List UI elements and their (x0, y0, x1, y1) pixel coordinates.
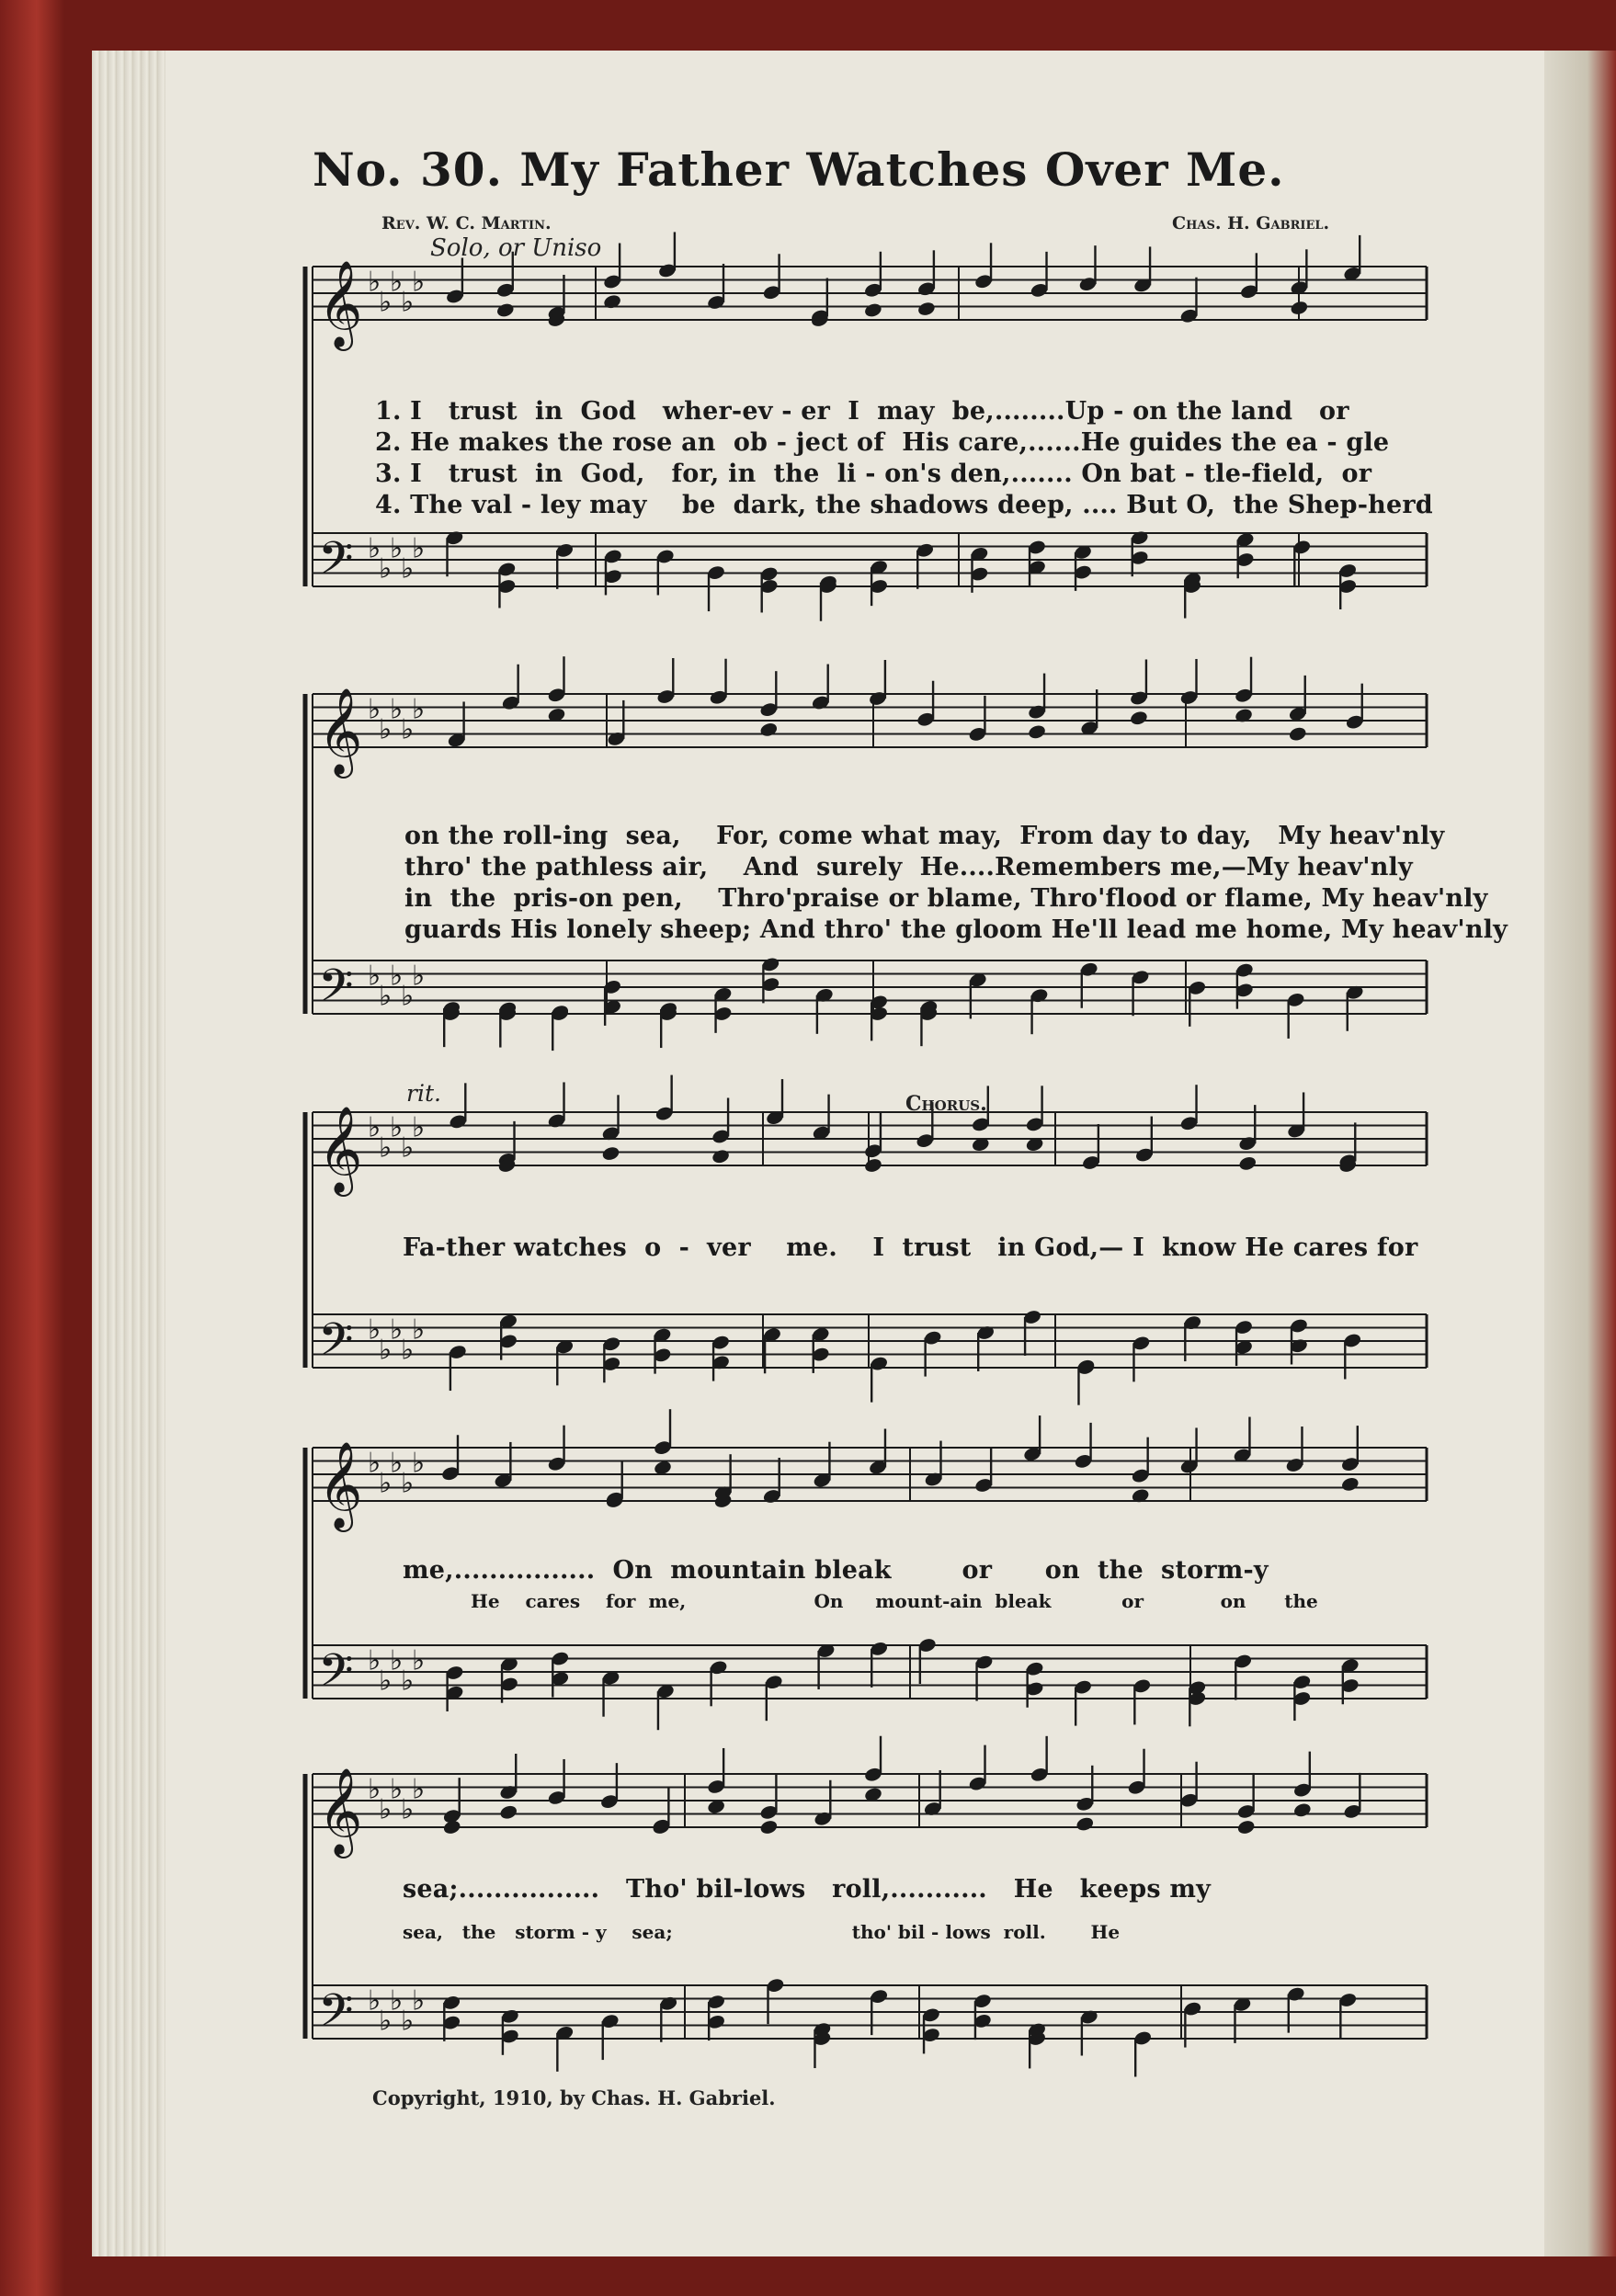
note-head (1340, 1476, 1360, 1493)
verse-4-line-2: guards His lonely sheep; And thro' the gloom He'll lead me home, My heav'nly (404, 915, 1508, 944)
rit-mark: rit. (406, 1080, 441, 1107)
treble-clef-icon: 𝄞 (318, 260, 363, 347)
note-head (1290, 300, 1309, 316)
flat-icon: ♭ (379, 1131, 393, 1165)
flat-icon: ♭ (401, 1665, 415, 1698)
note-head (1075, 1815, 1095, 1832)
flat-icon: ♭ (390, 1644, 404, 1677)
flat-icon: ♭ (401, 980, 415, 1013)
note-head (1238, 1155, 1258, 1172)
bass-clef-icon: 𝄢 (318, 1644, 354, 1709)
flat-icon: ♭ (412, 266, 426, 299)
flat-icon: ♭ (401, 2005, 415, 2038)
flat-icon: ♭ (412, 1773, 426, 1806)
chorus-label: Chorus. (905, 1092, 987, 1116)
flat-icon: ♭ (368, 693, 381, 726)
verse-1-line-1: 1. I trust in God wher-ev - er I may be,........Up - on the land or (375, 397, 1349, 426)
verse-3-line-1: 3. I trust in God, for, in the li - on's den,....... On bat - tle-field, or (375, 460, 1372, 488)
composer-credit: Chas. H. Gabriel. (1172, 213, 1330, 233)
treble-clef-icon: 𝄞 (318, 1441, 363, 1529)
treble-clef-icon: 𝄞 (318, 688, 363, 775)
note-head (1129, 710, 1148, 726)
note-head (863, 301, 882, 318)
flat-icon: ♭ (412, 1313, 426, 1347)
flat-icon: ♭ (368, 960, 381, 993)
flat-icon: ♭ (379, 1793, 393, 1826)
note-head (916, 301, 936, 317)
flat-icon: ♭ (390, 1984, 404, 2018)
flat-icon: ♭ (390, 960, 404, 993)
verse-2-line-2: thro' the pathless air, And surely He....Remembers me,—My heav'nly (404, 853, 1413, 881)
performance-note: Solo, or Uniso (430, 234, 602, 262)
note-head (495, 301, 515, 318)
flat-icon: ♭ (390, 1313, 404, 1347)
note-head (442, 1819, 461, 1836)
note-head (759, 1819, 779, 1836)
flat-icon: ♭ (412, 1447, 426, 1480)
note-head (499, 1804, 518, 1821)
note-head (759, 722, 779, 738)
flat-icon: ♭ (390, 532, 404, 565)
flat-icon: ♭ (368, 1111, 381, 1144)
bass-clef-icon: 𝄢 (318, 1984, 354, 2049)
note-head (1236, 1819, 1256, 1836)
flat-icon: ♭ (368, 1984, 381, 2018)
flat-icon: ♭ (368, 266, 381, 299)
flat-icon: ♭ (379, 286, 393, 319)
verse-1-line-2: on the roll-ing sea, For, come what may, From day to day, My heav'nly (404, 822, 1445, 850)
flat-icon: ♭ (368, 1644, 381, 1677)
flat-icon: ♭ (379, 552, 393, 585)
flat-icon: ♭ (412, 1644, 426, 1677)
flat-icon: ♭ (368, 532, 381, 565)
bass-clef-icon: 𝄢 (318, 960, 354, 1024)
bass-clef-icon: 𝄢 (318, 1313, 354, 1378)
note-head (863, 1157, 882, 1174)
chorus-echo-3: sea, the storm - y sea; tho' bil - lows roll. He (403, 1921, 1121, 1943)
treble-clef-icon: 𝄞 (318, 1106, 363, 1193)
flat-icon: ♭ (390, 266, 404, 299)
note-head (1288, 725, 1307, 742)
flat-icon: ♭ (401, 1793, 415, 1826)
flat-icon: ♭ (368, 1447, 381, 1480)
flat-icon: ♭ (401, 552, 415, 585)
hymn-title: No. 30. My Father Watches Over Me. (313, 142, 1285, 197)
flat-icon: ♭ (412, 1984, 426, 2018)
flat-icon: ♭ (368, 1773, 381, 1806)
flat-icon: ♭ (401, 1467, 415, 1500)
flat-icon: ♭ (368, 1313, 381, 1347)
author-credit: Rev. W. C. Martin. (381, 213, 552, 233)
chorus-lyric-2: me,................ On mountain bleak or on the storm-y (403, 1556, 1269, 1585)
verse-4-line-1: 4. The val - ley may be dark, the shadows deep, .... But O, the Shep-herd (375, 491, 1433, 519)
flat-icon: ♭ (390, 1111, 404, 1144)
flat-icon: ♭ (412, 532, 426, 565)
flat-icon: ♭ (390, 1447, 404, 1480)
flat-icon: ♭ (390, 1773, 404, 1806)
flat-icon: ♭ (412, 960, 426, 993)
bass-clef-icon: 𝄢 (318, 532, 354, 597)
note-head (711, 1148, 730, 1165)
flat-icon: ♭ (379, 1665, 393, 1698)
flat-icon: ♭ (379, 980, 393, 1013)
treble-clef-icon: 𝄞 (318, 1767, 363, 1855)
flat-icon: ♭ (390, 693, 404, 726)
chorus-lyric-3: sea;................ Tho' bil-lows roll,........... He keeps my (403, 1875, 1211, 1904)
note-head (602, 293, 621, 310)
note-head (601, 1145, 620, 1162)
flat-icon: ♭ (379, 1467, 393, 1500)
flat-icon: ♭ (401, 713, 415, 746)
flat-icon: ♭ (401, 1334, 415, 1367)
flat-icon: ♭ (379, 2005, 393, 2038)
flat-icon: ♭ (401, 286, 415, 319)
chorus-echo-2: He cares for me, On mount-ain bleak or on the (471, 1590, 1318, 1612)
copyright: Copyright, 1910, by Chas. H. Gabriel. (372, 2086, 776, 2109)
flat-icon: ♭ (412, 693, 426, 726)
verse-2-line-1: 2. He makes the rose an ob - ject of His care,......He guides the ea - gle (375, 428, 1390, 457)
verse-3-line-2: in the pris-on pen, Thro'praise or blame, Thro'flood or flame, My heav'nly (404, 884, 1488, 913)
chorus-lyric-1: Fa-ther watches o - ver me. I trust in God,— I know He cares for (403, 1233, 1418, 1262)
flat-icon: ♭ (379, 713, 393, 746)
note-head (1027, 723, 1046, 740)
flat-icon: ♭ (401, 1131, 415, 1165)
flat-icon: ♭ (412, 1111, 426, 1144)
note-head (1292, 1802, 1312, 1818)
flat-icon: ♭ (379, 1334, 393, 1367)
